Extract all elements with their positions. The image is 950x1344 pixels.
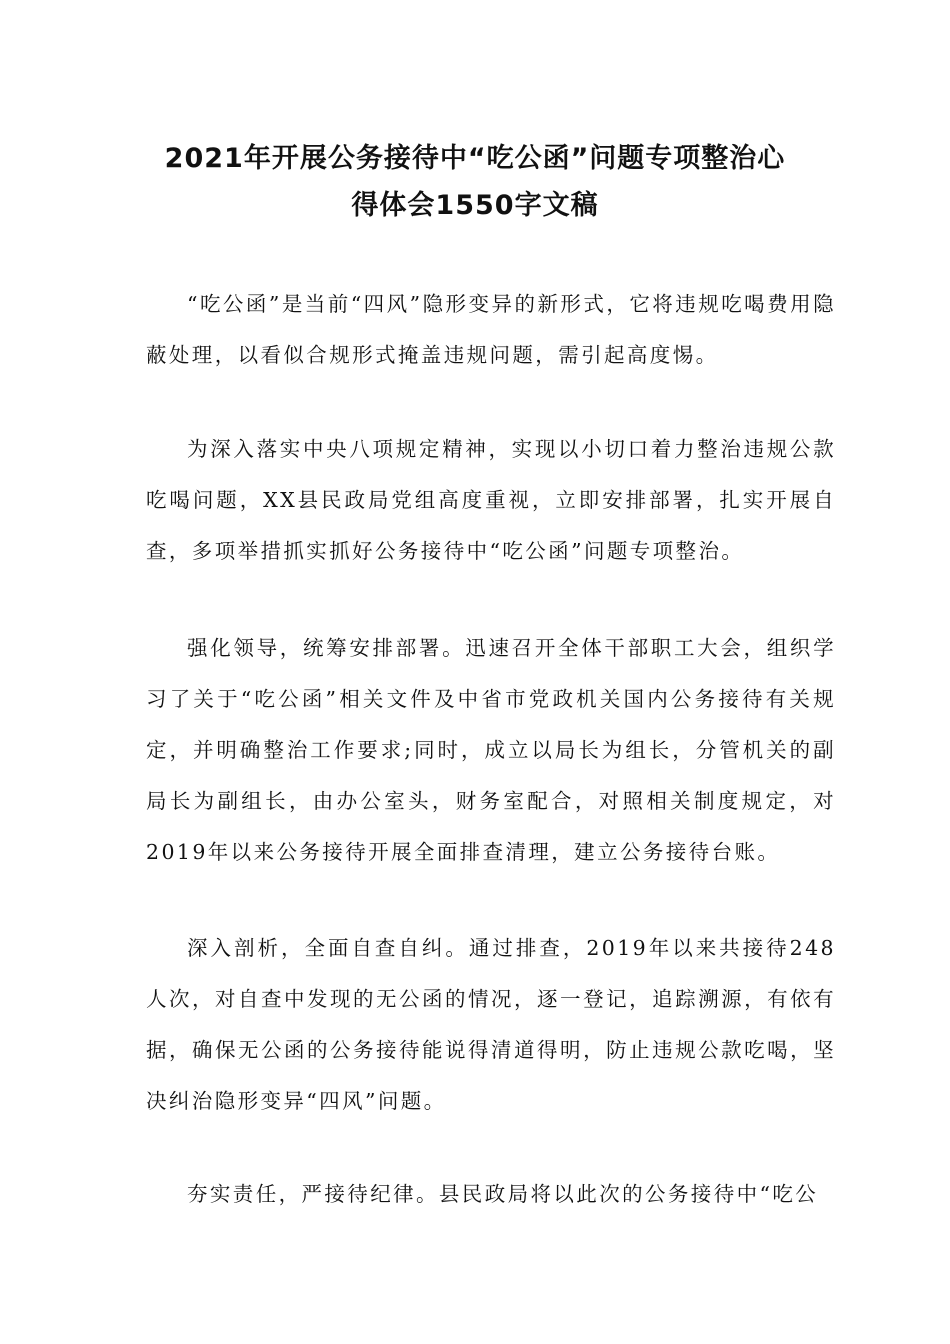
paragraph-self-inspection: 深入剖析，全面自查自纠。通过排查，2019年以来共接待248人次，对自查中发现的无公函的情况，逐一登记，追踪溯源，有依有据，确保无公函的公务接待能说得清道得明，防止违规公款吃喝，坚决纠治隐形变异“四风”问题。	[146, 936, 836, 1113]
paragraph-background: 为深入落实中央八项规定精神，实现以小切口着力整治违规公款吃喝问题，XX县民政局党组高度重视，立即安排部署，扎实开展自查，多项举措抓实抓好公务接待中“吃公函”问题专项整治。	[146, 437, 836, 563]
paragraph-intro: “吃公函”是当前“四风”隐形变异的新形式，它将违规吃喝费用隐蔽处理，以看似合规形式掩盖违规问题，需引起高度惕。	[146, 292, 836, 367]
document-title-line-1: 2021年开展公务接待中“吃公函”问题专项整治心	[164, 143, 786, 174]
document-title-line-2: 得体会1550字文稿	[351, 190, 599, 221]
paragraph-responsibility: 夯实责任，严接待纪律。县民政局将以此次的公务接待中“吃公	[187, 1182, 819, 1206]
paragraph-leadership: 强化领导，统筹安排部署。迅速召开全体干部职工大会，组织学习了关于“吃公函”相关文件及中省市党政机关国内公务接待有关规定，并明确整治工作要求;同时，成立以局长为组长，分管机关的副局长为副组长，由办公室头，财务室配合，对照相关制度规定，对2019年以来公务接待开展全面排查清理，建立公务接待台账。	[146, 636, 836, 864]
